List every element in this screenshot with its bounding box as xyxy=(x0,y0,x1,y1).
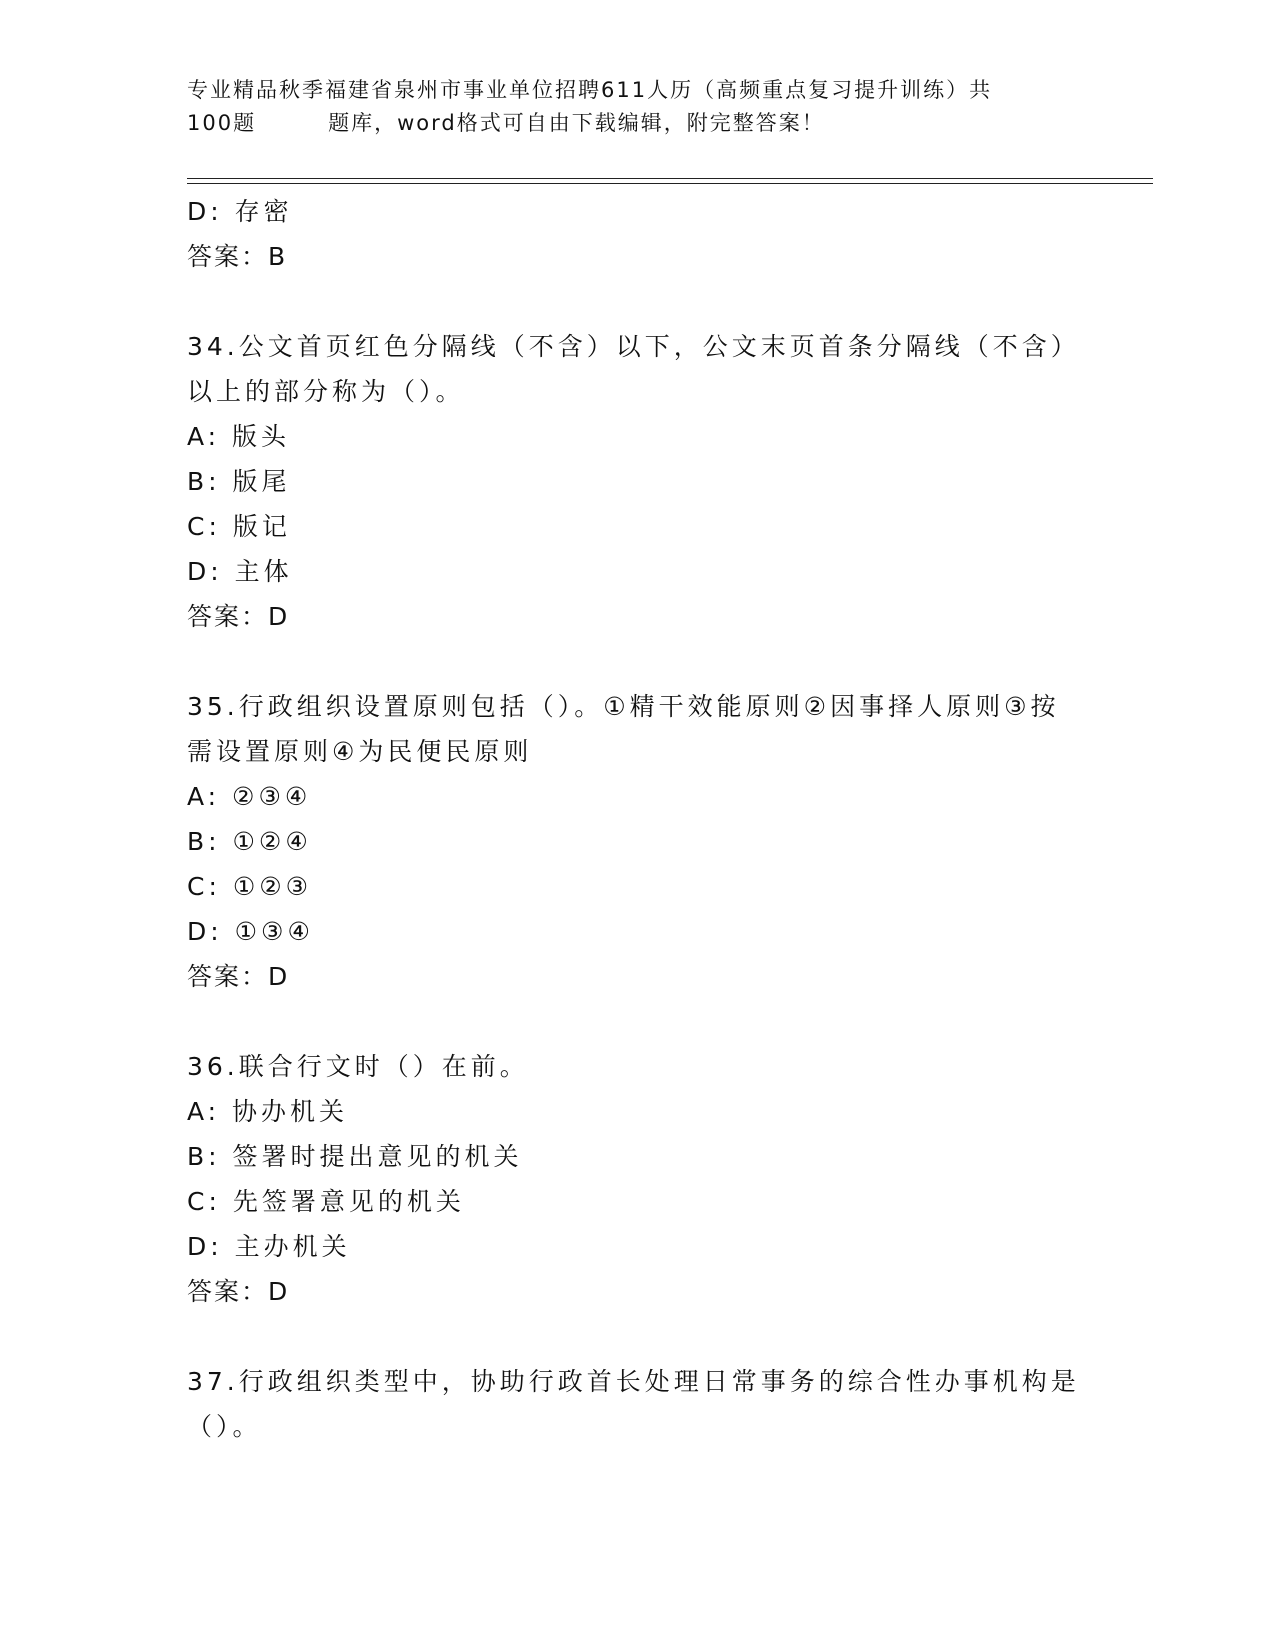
answer-line: 答案：D xyxy=(187,1277,290,1306)
answer-line: 答案：D xyxy=(187,602,290,631)
header-title-line-2 xyxy=(187,107,1087,140)
option-a: A: ②③④ xyxy=(187,782,312,811)
question-34 xyxy=(187,324,1087,639)
header-divider-top xyxy=(187,178,1153,179)
question-37 xyxy=(187,1359,1087,1449)
question-stem-continued: 需设置原则④为民便民原则 xyxy=(187,737,533,766)
header-title-line-1: 专业精品秋季福建省泉州市事业单位招聘611人历（高频重点复习提升训练）共 xyxy=(187,78,993,102)
question-stem: 35.行政组织设置原则包括（）。①精干效能原则②因事择人原则③按 xyxy=(187,692,1060,721)
previous-question-tail xyxy=(187,189,1087,279)
option-d: D: 存密 xyxy=(187,197,293,226)
answer-line: 答案：D xyxy=(187,962,290,991)
option-c: C: ①②③ xyxy=(187,872,313,901)
question-36 xyxy=(187,1044,1087,1314)
header-question-count: 100题 xyxy=(187,111,257,135)
header-subtitle: 题库，word格式可自由下载编辑，附完整答案！ xyxy=(328,111,825,135)
option-b: B: 签署时提出意见的机关 xyxy=(187,1142,523,1171)
option-c: C: 先签署意见的机关 xyxy=(187,1187,465,1216)
question-stem: 36.联合行文时（）在前。 xyxy=(187,1052,529,1081)
option-d: D: ①③④ xyxy=(187,917,314,946)
question-stem: 37.行政组织类型中，协助行政首长处理日常事务的综合性办事机构是 xyxy=(187,1367,1080,1396)
option-b: B: ①②④ xyxy=(187,827,312,856)
question-35 xyxy=(187,684,1087,999)
answer-line: 答案：B xyxy=(187,242,288,271)
option-d: D: 主体 xyxy=(187,557,293,586)
option-d: D: 主办机关 xyxy=(187,1232,351,1261)
option-a: A: 协办机关 xyxy=(187,1097,349,1126)
option-c: C: 版记 xyxy=(187,512,291,541)
header-divider-bottom xyxy=(187,183,1153,184)
question-stem: 34.公文首页红色分隔线（不含）以下，公文末页首条分隔线（不含） xyxy=(187,332,1080,361)
question-stem-continued: （）。 xyxy=(187,1412,262,1441)
question-stem-continued: 以上的部分称为（）。 xyxy=(187,377,465,406)
document-header xyxy=(187,74,1087,140)
document-body xyxy=(187,189,1087,1449)
option-b: B: 版尾 xyxy=(187,467,291,496)
option-a: A: 版头 xyxy=(187,422,291,451)
